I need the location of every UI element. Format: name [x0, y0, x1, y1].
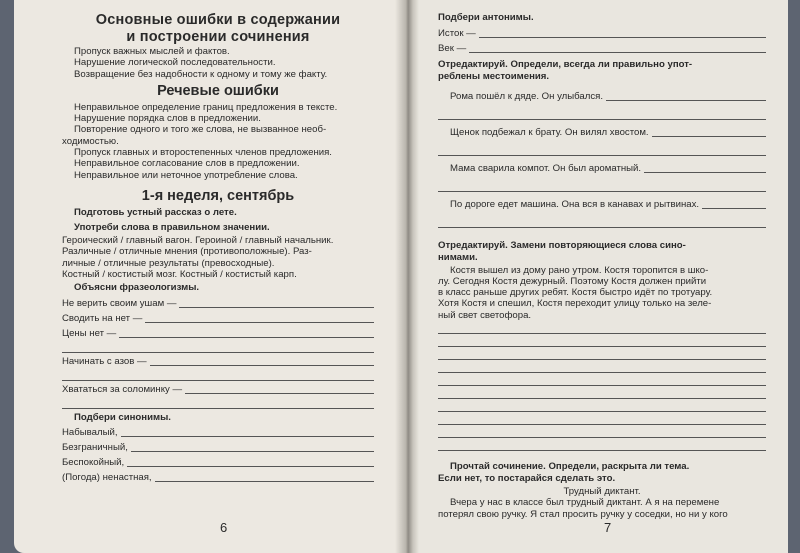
phrase-row[interactable]: [62, 353, 374, 368]
phrase-row[interactable]: [62, 381, 374, 396]
answer-line[interactable]: [652, 136, 766, 137]
speech-error: ходимостью.: [62, 135, 119, 147]
book-gutter: [395, 0, 419, 553]
week-heading: 1-я неделя, сентябрь: [141, 187, 295, 204]
synonym-text: Безграничный,: [62, 442, 128, 454]
speech-error: Неправильное определение границ предложения в тексте.: [74, 101, 338, 113]
answer-line[interactable]: [438, 412, 766, 425]
right-page: [408, 0, 788, 553]
answer-line[interactable]: [438, 425, 766, 438]
sentence-text: Щенок подбежал к брату. Он вилял хвостом.: [450, 126, 649, 138]
answer-line[interactable]: [438, 139, 766, 156]
answer-line[interactable]: [469, 52, 766, 53]
task-heading: Подбери синонимы.: [74, 411, 171, 423]
answer-line[interactable]: [438, 347, 766, 360]
answer-line[interactable]: [145, 322, 374, 323]
task-heading: Употреби слова в правильном значении.: [74, 222, 270, 234]
task-heading: Отредактируй. Определи, всегда ли правильно упот-: [438, 58, 693, 70]
phrase-text: Хвататься за соломинку —: [62, 383, 183, 395]
text-line: Костя вышел из дому рано утром. Костя торопится в шко-: [450, 264, 709, 276]
phrase-row[interactable]: [62, 295, 374, 310]
task-line: личные / отличные результаты (превосходные).: [62, 257, 275, 269]
phrase-text: Начинать с азов —: [62, 355, 147, 367]
answer-line[interactable]: [438, 438, 766, 451]
speech-error: Повторение одного и того же слова, не вызванное необ-: [74, 124, 327, 136]
answer-line[interactable]: [479, 37, 766, 38]
text-line: лу. Сегодня Костя дежурный. Поэтому Костя должен прийти: [438, 275, 707, 287]
answer-line[interactable]: [438, 399, 766, 412]
task-heading: Объясни фразеологизмы.: [74, 282, 200, 294]
text-line: ный свет светофора.: [438, 309, 532, 321]
answer-line[interactable]: [119, 337, 374, 338]
task-heading: Отредактируй. Замени повторяющиеся слова сино-: [438, 239, 686, 251]
story-line: Вчера у нас в классе был трудный диктант. А я на перемене: [450, 497, 720, 509]
page-title: Основные ошибки в содержании: [95, 12, 341, 28]
answer-line[interactable]: [702, 208, 766, 209]
text-line: Хотя Костя и спешил, Костя переходит улицу только на зеле-: [438, 298, 712, 310]
answer-line[interactable]: [127, 466, 374, 467]
answer-line[interactable]: [438, 386, 766, 399]
synonym-row[interactable]: [62, 424, 374, 439]
sentence-row[interactable]: [438, 84, 766, 103]
task-heading: нимами.: [438, 252, 478, 263]
answer-line[interactable]: [150, 365, 374, 366]
task-heading: Подбери антонимы.: [438, 12, 534, 23]
sentence-row[interactable]: [438, 192, 766, 211]
content-error: Нарушение логической последовательности.: [74, 57, 276, 69]
phrase-text: Не верить своим ушам —: [62, 297, 177, 309]
phrase-text: Цены нет —: [62, 327, 117, 339]
sentence-text: Рома пошёл к дяде. Он улыбался.: [450, 90, 604, 102]
page-title: и построении сочинения: [126, 29, 310, 45]
antonym-row[interactable]: [438, 40, 766, 55]
antonym-row[interactable]: [438, 25, 766, 40]
answer-line[interactable]: [155, 481, 374, 482]
text-line: в класс раньше других ребят. Костя быстро идёт по тротуару.: [438, 287, 713, 299]
speech-error: Неправильное или неточное употребление слова.: [74, 169, 298, 181]
answer-line[interactable]: [438, 334, 766, 347]
story-title: Трудный диктант.: [563, 485, 641, 497]
page-number: 6: [220, 520, 228, 535]
answer-line[interactable]: [644, 172, 766, 173]
answer-line[interactable]: [438, 373, 766, 386]
phrase-text: Сводить на нет —: [62, 312, 143, 324]
speech-error: Нарушение порядка слов в предложении.: [74, 113, 261, 125]
synonym-text: (Погода) ненастная,: [62, 472, 152, 484]
antonym-text: Исток —: [438, 27, 476, 39]
antonym-text: Век —: [438, 42, 467, 54]
left-page: [14, 0, 404, 553]
synonym-row[interactable]: [62, 469, 374, 484]
task-line: Различные / отличные мнения (противоположные). Раз-: [62, 246, 312, 258]
synonym-row[interactable]: [62, 439, 374, 454]
story-line: потерял свою ручку. Я стал просить ручку у соседки, но ни у кого: [438, 508, 728, 520]
sentence-text: Мама сварила компот. Он был ароматный.: [450, 162, 642, 174]
answer-line[interactable]: [62, 340, 374, 353]
synonym-row[interactable]: [62, 454, 374, 469]
answer-line[interactable]: [438, 103, 766, 120]
task-line: Героический / главный вагон. Героиной / главный начальник.: [62, 234, 334, 246]
task-heading: реблены местоимения.: [438, 71, 550, 82]
phrase-row[interactable]: [62, 325, 374, 340]
speech-error: Пропуск главных и второстепенных членов предложения.: [74, 147, 332, 159]
speech-errors-heading: Речевые ошибки: [157, 82, 279, 99]
answer-line[interactable]: [438, 360, 766, 373]
answer-line[interactable]: [62, 368, 374, 381]
answer-line[interactable]: [179, 307, 374, 308]
page-number: 7: [604, 520, 612, 535]
content-error: Возвращение без надобности к одному и тому же факту.: [74, 68, 328, 80]
phrase-row[interactable]: [62, 310, 374, 325]
answer-line[interactable]: [131, 451, 374, 452]
task-line: Костный / костистый мозг. Костный / костистый карп.: [62, 268, 297, 280]
answer-line[interactable]: [438, 175, 766, 192]
sentence-text: По дороге едет машина. Она вся в канавах и рытвинах.: [450, 198, 700, 210]
content-error: Пропуск важных мыслей и фактов.: [74, 46, 230, 57]
synonym-text: Набывалый,: [62, 427, 118, 439]
speech-error: Неправильное согласование слов в предложении.: [74, 158, 300, 170]
answer-line[interactable]: [121, 436, 375, 437]
task-heading: Если нет, то постарайся сделать это.: [438, 473, 616, 485]
sentence-row[interactable]: [438, 156, 766, 175]
answer-line[interactable]: [438, 321, 766, 334]
task-heading: Подготовь устный рассказ о лете.: [74, 206, 237, 218]
answer-line[interactable]: [438, 211, 766, 228]
task-heading: Прочтай сочинение. Определи, раскрыта ли тема.: [450, 460, 690, 472]
answer-line[interactable]: [62, 396, 374, 409]
sentence-row[interactable]: [438, 120, 766, 139]
answer-line[interactable]: [606, 100, 766, 101]
synonym-text: Беспокойный,: [62, 457, 125, 469]
answer-line[interactable]: [185, 393, 374, 394]
